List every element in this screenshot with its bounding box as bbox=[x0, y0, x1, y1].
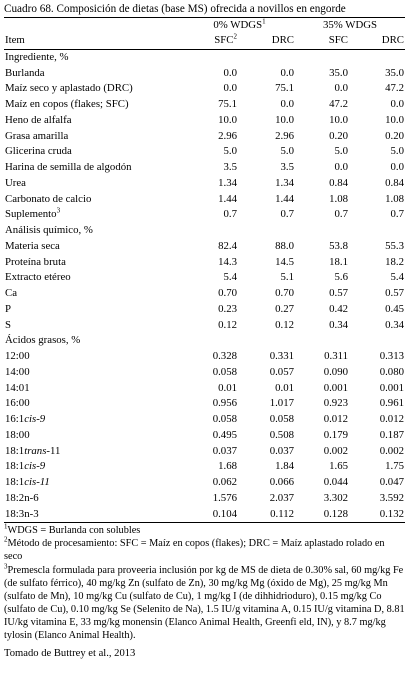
row-value: 0.45 bbox=[385, 302, 404, 315]
section-header bbox=[4, 50, 405, 66]
row-value: 0.132 bbox=[379, 507, 404, 520]
table-row bbox=[4, 428, 405, 444]
header-col-drc-35: DRC bbox=[381, 34, 404, 46]
row-value: 1.34 bbox=[275, 176, 294, 189]
row-label: 18:1cis-11 bbox=[5, 476, 50, 488]
header-group-row bbox=[4, 17, 405, 33]
source-citation: Tomado de Buttrey et al., 2013 bbox=[4, 648, 136, 660]
row-value: 2.96 bbox=[218, 129, 237, 142]
row-label: Maíz seco y aplastado (DRC) bbox=[5, 82, 133, 95]
footnote: $^3$Premescla formulada para proveeria inclusión por kg de MS de dieta de 0.30% sal, 60 mg/kg Fe (de sulfato férrico), 40 mg/kg Zn (sulfato de Zn), 30 mg/kg Mg (óxido de Mg), 25 mg/kg Mn (sulfato de Mn), 10 mg/kg Cu (sulfato de Cu), 1 mg/kg I (de dihhidrioduro), 0.15 mg/kg Co (sulfato de Cu), 0.10 mg/kg Se (Selenito de Na), 1.5 IU/g vitamina A, 0.15 IU/g vitamina D, 8.81 IU/kg vitamina E, 33 mg/kg monensin (Elanco Animal Health, Greenfi eld, IN), y 8.7 mg/kg tylosin (Elanco Animal Health). bbox=[4, 562, 405, 641]
row-value: 35.0 bbox=[329, 66, 348, 79]
row-value: 0.12 bbox=[275, 318, 294, 331]
row-value: 5.0 bbox=[223, 145, 237, 158]
table-row bbox=[4, 176, 405, 192]
table-row bbox=[4, 491, 405, 507]
row-value: 75.1 bbox=[218, 98, 237, 110]
row-value: 1.65 bbox=[329, 460, 348, 473]
table-row bbox=[4, 239, 405, 255]
row-value: 0.328 bbox=[212, 350, 237, 362]
table-row bbox=[4, 81, 405, 97]
header-group-0wdgs: 0% WDGS$^1$ bbox=[213, 17, 266, 31]
row-label: 18:3n-3 bbox=[5, 507, 39, 520]
row-value: 3.302 bbox=[323, 491, 348, 504]
row-label: 12:00 bbox=[5, 350, 30, 362]
row-label: Proteína bruta bbox=[5, 255, 66, 268]
row-value: 0.313 bbox=[379, 350, 404, 362]
row-label: S bbox=[5, 318, 12, 331]
row-value: 47.2 bbox=[385, 82, 404, 95]
row-value: 1.017 bbox=[269, 397, 294, 410]
header-column-row bbox=[4, 33, 405, 50]
row-label: 18:1cis-9 bbox=[5, 460, 46, 473]
table-row bbox=[4, 412, 405, 428]
row-value: 0.12 bbox=[218, 318, 237, 331]
row-value: 0.57 bbox=[329, 287, 348, 299]
header-group-35wdgs: 35% WDGS bbox=[322, 19, 378, 31]
row-value: 0.044 bbox=[323, 476, 348, 488]
row-label: Materia seca bbox=[5, 239, 60, 252]
row-value: 1.34 bbox=[218, 176, 237, 189]
table-row bbox=[4, 144, 405, 160]
row-value: 1.75 bbox=[385, 460, 404, 473]
row-value: 0.331 bbox=[269, 350, 294, 362]
row-value: 0.058 bbox=[269, 413, 294, 425]
row-label: Carbonato de calcio bbox=[5, 192, 92, 205]
row-value: 0.0 bbox=[223, 82, 237, 95]
row-value: 0.84 bbox=[329, 176, 348, 189]
table-row bbox=[4, 113, 405, 129]
row-value: 0.34 bbox=[385, 318, 404, 331]
row-value: 0.0 bbox=[280, 66, 294, 79]
footnotes bbox=[4, 523, 405, 642]
row-value: 2.96 bbox=[275, 129, 294, 142]
row-label: 18:1trans-11 bbox=[5, 444, 61, 457]
row-label: Maíz en copos (flakes; SFC) bbox=[5, 98, 129, 110]
row-value: 0.508 bbox=[269, 428, 294, 441]
row-value: 0.187 bbox=[379, 428, 404, 441]
table-title: Cuadro 68. Composición de dietas (base MS) ofrecida a novillos en engorde bbox=[4, 3, 346, 15]
row-value: 10.0 bbox=[385, 113, 404, 126]
header-col-sfc-35: SFC bbox=[328, 34, 348, 46]
row-value: 10.0 bbox=[329, 113, 348, 126]
row-value: 35.0 bbox=[385, 66, 404, 79]
table-row bbox=[4, 97, 405, 113]
row-value: 1.08 bbox=[329, 192, 348, 205]
row-value: 3.5 bbox=[223, 161, 237, 173]
table-row bbox=[4, 349, 405, 365]
row-value: 0.128 bbox=[323, 507, 348, 520]
row-value: 0.037 bbox=[212, 444, 237, 457]
table-row bbox=[4, 207, 405, 223]
section-title: Ingrediente, % bbox=[5, 50, 69, 63]
row-value: 0.7 bbox=[334, 208, 348, 221]
section-title: Ácidos grasos, % bbox=[5, 334, 81, 347]
row-value: 1.44 bbox=[218, 192, 237, 205]
row-value: 0.179 bbox=[323, 428, 348, 441]
row-value: 14.5 bbox=[275, 255, 294, 268]
row-value: 0.002 bbox=[379, 444, 404, 457]
row-label: 18:00 bbox=[5, 428, 30, 441]
row-value: 0.495 bbox=[212, 428, 237, 441]
row-value: 0.311 bbox=[324, 350, 348, 362]
table-row bbox=[4, 192, 405, 208]
row-value: 0.7 bbox=[223, 208, 237, 221]
row-value: 0.062 bbox=[212, 476, 237, 488]
row-value: 0.057 bbox=[269, 365, 294, 378]
row-value: 0.961 bbox=[379, 397, 404, 410]
row-value: 0.0 bbox=[223, 66, 237, 79]
table-row bbox=[4, 318, 405, 334]
row-value: 2.037 bbox=[269, 491, 294, 504]
row-value: 5.6 bbox=[334, 271, 348, 284]
row-value: 0.001 bbox=[379, 381, 404, 394]
row-value: 10.0 bbox=[275, 113, 294, 126]
section-header bbox=[4, 223, 405, 239]
row-value: 5.1 bbox=[280, 271, 294, 284]
row-value: 0.090 bbox=[323, 365, 348, 378]
section-title: Análisis químico, % bbox=[5, 224, 93, 236]
row-label: 16:00 bbox=[5, 397, 30, 410]
row-value: 0.058 bbox=[212, 365, 237, 378]
row-value: 14.3 bbox=[218, 255, 237, 268]
row-value: 0.066 bbox=[269, 476, 294, 488]
row-label: Urea bbox=[5, 176, 26, 189]
row-value: 0.23 bbox=[218, 302, 237, 315]
table-row bbox=[4, 255, 405, 271]
section-header bbox=[4, 333, 405, 349]
table-row bbox=[4, 286, 405, 302]
table-row bbox=[4, 381, 405, 397]
row-label: Grasa amarilla bbox=[5, 129, 69, 142]
row-value: 0.104 bbox=[212, 507, 237, 520]
row-value: 10.0 bbox=[218, 113, 237, 126]
row-value: 53.8 bbox=[329, 239, 348, 252]
row-label: P bbox=[5, 302, 12, 315]
table-row bbox=[4, 396, 405, 412]
row-value: 82.4 bbox=[218, 239, 237, 252]
header-col-drc-0: DRC bbox=[271, 34, 294, 46]
row-value: 0.70 bbox=[275, 287, 294, 299]
row-value: 0.20 bbox=[329, 129, 348, 142]
row-value: 18.2 bbox=[385, 255, 404, 268]
row-value: 0.002 bbox=[323, 444, 348, 457]
row-label: Burlanda bbox=[5, 66, 45, 79]
row-value: 0.012 bbox=[323, 413, 348, 425]
footnote: $^1$WDGS = Burlanda con solubles bbox=[4, 522, 141, 537]
row-value: 5.4 bbox=[390, 271, 404, 284]
document bbox=[4, 0, 405, 661]
row-value: 0.01 bbox=[218, 381, 237, 394]
table-row bbox=[4, 444, 405, 460]
row-value: 47.2 bbox=[329, 98, 348, 110]
table-row bbox=[4, 302, 405, 318]
header-col-sfc-0: SFC$^2$ bbox=[214, 32, 237, 46]
row-label: 14:00 bbox=[5, 365, 30, 378]
row-value: 0.080 bbox=[379, 365, 404, 378]
row-label: Heno de alfalfa bbox=[5, 113, 72, 126]
row-label: Ca bbox=[5, 287, 17, 299]
row-value: 0.57 bbox=[385, 287, 404, 299]
row-label: 16:1cis-9 bbox=[5, 413, 46, 425]
row-value: 0.27 bbox=[275, 302, 294, 315]
row-value: 0.001 bbox=[323, 381, 348, 394]
table-row bbox=[4, 507, 405, 523]
row-value: 88.0 bbox=[275, 239, 294, 252]
row-label: 18:2n-6 bbox=[5, 491, 39, 504]
header-item: Item bbox=[5, 34, 25, 46]
row-label: Glicerina cruda bbox=[5, 145, 72, 158]
row-value: 0.037 bbox=[269, 444, 294, 457]
row-value: 3.5 bbox=[280, 161, 294, 173]
row-value: 0.047 bbox=[379, 476, 404, 488]
row-value: 0.112 bbox=[270, 507, 294, 520]
table-row bbox=[4, 270, 405, 286]
row-value: 3.592 bbox=[379, 491, 404, 504]
footnote: $^2$Método de procesamiento: SFC = Maíz en copos (flakes); DRC = Maíz aplastado rolado en seco bbox=[4, 535, 385, 563]
row-value: 0.7 bbox=[390, 208, 404, 221]
row-value: 5.0 bbox=[280, 145, 294, 158]
table-row bbox=[4, 365, 405, 381]
row-label: Harina de semilla de algodón bbox=[5, 161, 132, 173]
row-value: 0.0 bbox=[390, 98, 404, 110]
row-value: 75.1 bbox=[275, 82, 294, 95]
row-label: Suplemento$^3$ bbox=[5, 207, 61, 221]
table-row bbox=[4, 66, 405, 82]
row-value: 0.84 bbox=[385, 176, 404, 189]
row-value: 0.7 bbox=[280, 208, 294, 221]
row-value: 0.956 bbox=[212, 397, 237, 410]
row-value: 0.0 bbox=[334, 161, 348, 173]
row-value: 5.0 bbox=[390, 145, 404, 158]
table-row bbox=[4, 459, 405, 475]
table-row bbox=[4, 475, 405, 491]
row-value: 5.4 bbox=[223, 271, 237, 284]
row-value: 0.20 bbox=[385, 129, 404, 142]
row-label: 14:01 bbox=[5, 381, 30, 394]
table-row bbox=[4, 160, 405, 176]
table-row bbox=[4, 129, 405, 145]
row-value: 1.68 bbox=[218, 460, 237, 473]
table-body bbox=[4, 50, 405, 523]
row-value: 0.058 bbox=[212, 413, 237, 425]
row-value: 0.42 bbox=[329, 302, 348, 315]
row-value: 18.1 bbox=[329, 255, 348, 268]
row-value: 1.08 bbox=[385, 192, 404, 205]
row-value: 1.576 bbox=[212, 491, 237, 504]
row-value: 0.0 bbox=[390, 161, 404, 173]
row-value: 55.3 bbox=[385, 239, 404, 252]
row-value: 1.44 bbox=[275, 192, 294, 205]
row-label: Extracto etéreo bbox=[5, 271, 71, 284]
row-value: 0.34 bbox=[329, 318, 348, 331]
row-value: 0.923 bbox=[323, 397, 348, 410]
row-value: 0.012 bbox=[379, 413, 404, 425]
row-value: 0.0 bbox=[280, 98, 294, 110]
row-value: 1.84 bbox=[275, 460, 294, 473]
row-value: 0.0 bbox=[334, 82, 348, 95]
row-value: 0.01 bbox=[275, 381, 294, 394]
row-value: 0.70 bbox=[218, 287, 237, 299]
row-value: 5.0 bbox=[334, 145, 348, 158]
